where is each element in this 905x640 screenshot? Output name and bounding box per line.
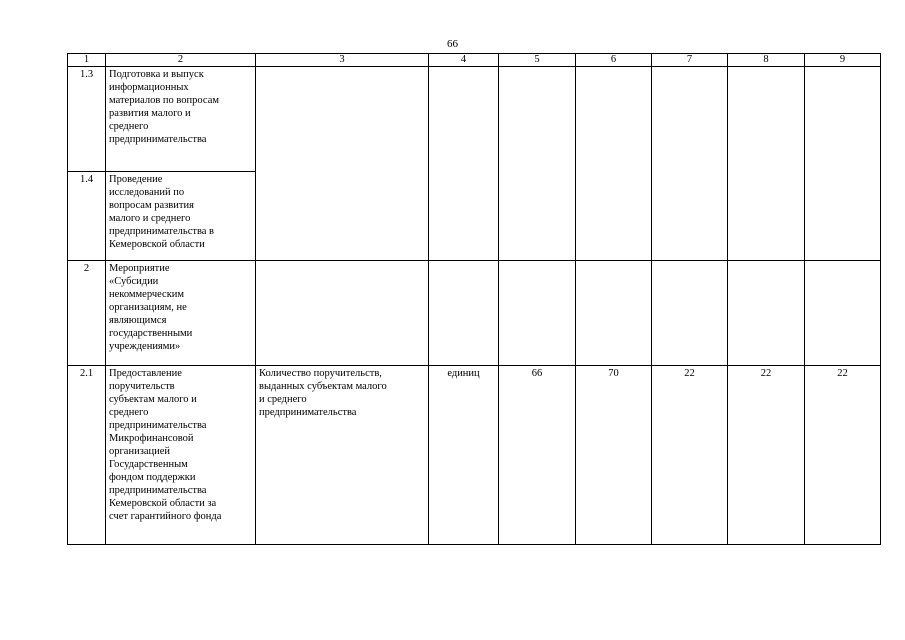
table-row bbox=[68, 261, 881, 366]
activity-name-cell: Предоставление поручительств субъектам малого и среднего предпринимательства Микрофинансовой организацией Государственным фондом поддержки предпринимательства Кемеровской области за счет гарантийного фонда bbox=[106, 366, 256, 545]
header-cell: 5 bbox=[499, 54, 576, 67]
value-cell-col5 bbox=[499, 67, 576, 261]
activity-name-cell: Проведение исследований по вопросам развития малого и среднего предпринимательства в Кемеровской области bbox=[106, 172, 256, 261]
table-header-row bbox=[68, 54, 881, 67]
header-cell: 7 bbox=[652, 54, 728, 67]
value-cell-col7: 22 bbox=[652, 366, 728, 545]
header-cell: 4 bbox=[429, 54, 499, 67]
unit-cell bbox=[429, 67, 499, 261]
value-cell-col9: 22 bbox=[805, 366, 881, 545]
header-cell: 1 bbox=[68, 54, 106, 67]
indicator-cell bbox=[256, 261, 429, 366]
value-cell-col7 bbox=[652, 67, 728, 261]
value-cell-col5: 66 bbox=[499, 366, 576, 545]
table-row bbox=[68, 366, 881, 545]
activity-name-cell: Мероприятие «Субсидии некоммерческим организациям, не являющимся государственными учреждениями» bbox=[106, 261, 256, 366]
header-cell: 6 bbox=[576, 54, 652, 67]
header-cell: 3 bbox=[256, 54, 429, 67]
page-number: 66 bbox=[447, 38, 458, 50]
value-cell-col8 bbox=[728, 261, 805, 366]
header-cell: 9 bbox=[805, 54, 881, 67]
header-cell: 2 bbox=[106, 54, 256, 67]
row-number-cell: 1.4 bbox=[68, 172, 106, 261]
value-cell-col5 bbox=[499, 261, 576, 366]
value-cell-col8 bbox=[728, 67, 805, 261]
activity-name-cell: Подготовка и выпуск информационных материалов по вопросам развития малого и среднего предпринимательства bbox=[106, 67, 256, 172]
value-cell-col6 bbox=[576, 261, 652, 366]
table-row bbox=[68, 67, 881, 172]
value-cell-col9 bbox=[805, 67, 881, 261]
value-cell-col6: 70 bbox=[576, 366, 652, 545]
row-number-cell: 2.1 bbox=[68, 366, 106, 545]
row-number-cell: 1.3 bbox=[68, 67, 106, 172]
indicator-cell: Количество поручительств, выданных субъектам малого и среднего предпринимательства bbox=[256, 366, 429, 545]
unit-cell: единиц bbox=[429, 366, 499, 545]
value-cell-col7 bbox=[652, 261, 728, 366]
row-number-cell: 2 bbox=[68, 261, 106, 366]
unit-cell bbox=[429, 261, 499, 366]
value-cell-col9 bbox=[805, 261, 881, 366]
program-indicators-table bbox=[67, 53, 881, 545]
value-cell-col6 bbox=[576, 67, 652, 261]
header-cell: 8 bbox=[728, 54, 805, 67]
value-cell-col8: 22 bbox=[728, 366, 805, 545]
indicator-cell bbox=[256, 67, 429, 261]
